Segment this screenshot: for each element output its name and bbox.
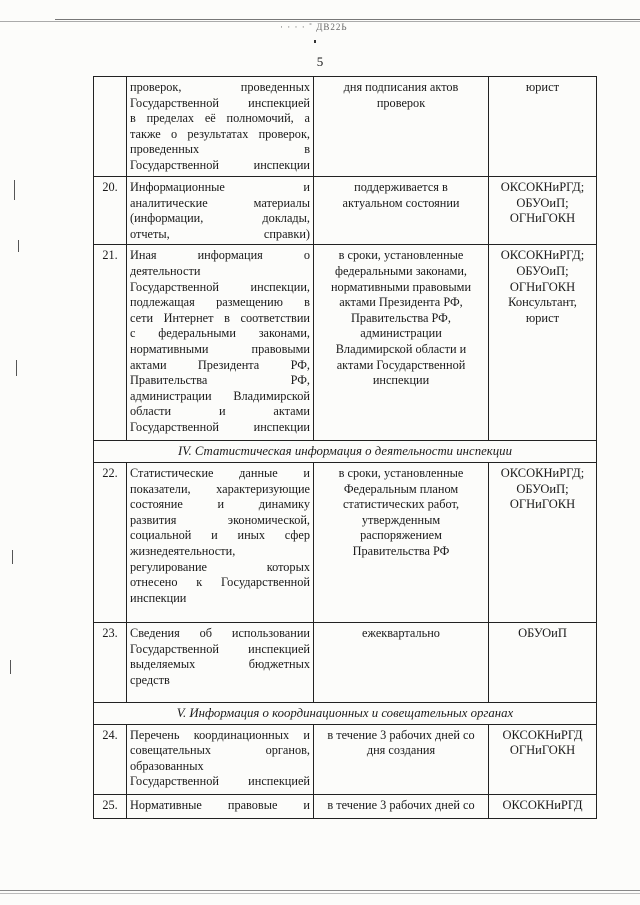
row-deadline	[314, 77, 489, 177]
row-responsible	[489, 177, 597, 245]
margin-mark	[14, 180, 15, 200]
table-row	[94, 794, 597, 818]
row-description	[127, 794, 314, 818]
row-responsible-line: юрист	[525, 310, 560, 325]
row-description-line: Государственной инспекции	[130, 419, 310, 434]
row-description-line: Правительства РФ,	[130, 373, 310, 388]
row-deadline-line: администрации	[360, 326, 442, 341]
row-description	[127, 462, 314, 622]
row-number: 22.	[94, 462, 127, 622]
row-description-line: (информации, доклады,	[130, 211, 310, 226]
row-responsible-line: ОГНиГОКН	[509, 497, 576, 512]
section-title-v: V. Информация о координационных и совещательных органах	[94, 702, 597, 724]
row-number: 25.	[94, 794, 127, 818]
scan-mark	[314, 40, 316, 43]
row-description-line: отчеты, справки)	[130, 226, 310, 241]
row-description-line: аналитические материалы	[130, 195, 310, 210]
row-description-line: Государственной инспекцией	[130, 774, 310, 789]
row-responsible-line: ОКСОКНиРГД;	[500, 248, 585, 263]
row-description-line: социальной и иных сфер	[130, 528, 310, 543]
row-description-line: деятельности	[130, 263, 201, 278]
row-description-line: жизнедеятельности,	[130, 543, 236, 558]
row-deadline-line: Федеральным планом	[343, 481, 459, 496]
row-description	[127, 622, 314, 702]
section-title-iv: IV. Статистическая информация о деятельности инспекции	[94, 441, 597, 463]
row-responsible-line: ОГНиГОКН	[509, 211, 576, 226]
row-responsible	[489, 245, 597, 441]
row-deadline-line: Правительства РФ,	[351, 310, 451, 325]
row-description-line: Информационные и	[130, 180, 310, 194]
row-deadline-line: актами Президента РФ,	[339, 295, 463, 310]
row-deadline-line: нормативными правовыми	[330, 279, 472, 294]
row-responsible-line: ОКСОКНиРГД	[502, 797, 583, 812]
row-responsible-line: ОКСОКНиРГД;	[500, 465, 585, 480]
row-deadline-line: актуальном состоянии	[342, 195, 460, 210]
header-stamp: · · · · ˚ ДВ22Ь	[280, 22, 348, 32]
row-number	[94, 77, 127, 177]
row-description-line: Государственной инспекции	[130, 157, 310, 172]
row-deadline	[314, 462, 489, 622]
row-description	[127, 177, 314, 245]
row-description-line: Государственной инспекцией	[130, 95, 310, 110]
row-deadline-line: утвержденным	[361, 512, 441, 527]
row-responsible-line: ОБУОиП;	[516, 481, 569, 496]
row-deadline-line: ежеквартально	[362, 625, 440, 640]
row-description-line: состояние и динамику	[130, 497, 310, 512]
row-deadline-line: статистических работ,	[342, 497, 460, 512]
row-description-line: в пределах её полномочий, а	[130, 111, 310, 126]
table-row	[94, 77, 597, 177]
row-description-line: образованных	[130, 758, 204, 773]
document-table	[93, 76, 597, 819]
row-responsible-line: ОКСОКНиРГД;	[500, 180, 585, 194]
row-deadline-line: федеральными законами,	[334, 263, 467, 278]
row-responsible-line: ОГНиГОКН	[509, 279, 576, 294]
top-rule	[55, 19, 640, 20]
row-number: 20.	[94, 177, 127, 245]
row-responsible-line: ОБУОиП	[518, 625, 567, 640]
row-deadline	[314, 794, 489, 818]
row-deadline-line: дня создания	[366, 743, 436, 758]
bottom-rule-secondary	[0, 893, 640, 894]
row-description-line: Статистические данные и	[130, 465, 310, 480]
row-description	[127, 245, 314, 441]
row-deadline	[314, 245, 489, 441]
row-deadline-line: в течение 3 рабочих дней со	[327, 797, 475, 812]
row-description	[127, 77, 314, 177]
row-description-line: подлежащая размещению в	[130, 295, 310, 310]
row-description-line: Иная информация о	[130, 248, 310, 263]
row-responsible-line: ОБУОиП;	[516, 195, 569, 210]
table-row	[94, 462, 597, 622]
row-deadline	[314, 177, 489, 245]
row-description-line: инспекции	[130, 590, 187, 605]
row-description-line: проведенных в	[130, 142, 310, 157]
row-description-line: области и актами	[130, 404, 310, 419]
row-responsible-line: ОГНиГОКН	[509, 743, 576, 758]
row-description-line: Сведения об использовании	[130, 625, 310, 640]
row-responsible	[489, 622, 597, 702]
row-number: 21.	[94, 245, 127, 441]
table-row	[94, 724, 597, 794]
row-description-line: сети Интернет в соответствии	[130, 310, 310, 325]
row-description-line: Государственной инспекции,	[130, 279, 310, 294]
row-description-line: развития экономической,	[130, 512, 310, 527]
section-row	[94, 441, 597, 463]
row-description-line: показатели, характеризующие	[130, 481, 310, 496]
table-row	[94, 177, 597, 245]
row-responsible-line: Консультант,	[508, 295, 577, 310]
row-description-line: Перечень координационных и	[130, 727, 310, 742]
section-row	[94, 702, 597, 724]
row-deadline-line: Владимирской области и	[335, 341, 467, 356]
row-description-line: Нормативные правовые и	[130, 797, 310, 812]
row-responsible-line: ОКСОКНиРГД	[502, 727, 583, 742]
row-deadline-line: проверок	[376, 95, 426, 110]
row-description-line: отнесено к Государственной	[130, 575, 310, 590]
page-number: 5	[316, 54, 324, 69]
row-description-line: регулирование которых	[130, 559, 310, 574]
row-deadline-line: в сроки, установленные	[338, 465, 464, 480]
margin-mark	[16, 360, 17, 376]
row-deadline	[314, 724, 489, 794]
row-description-line: актами Президента РФ,	[130, 357, 310, 372]
row-responsible	[489, 462, 597, 622]
row-description-line: средств	[130, 672, 170, 687]
row-responsible	[489, 77, 597, 177]
row-description-line: нормативными правовыми	[130, 341, 310, 356]
row-deadline-line: дня подписания актов	[343, 80, 459, 94]
row-deadline-line: поддерживается в	[354, 180, 448, 194]
margin-mark	[18, 240, 19, 252]
row-deadline-line: распоряжением	[360, 528, 442, 543]
row-responsible	[489, 794, 597, 818]
row-description-line: Государственной инспекцией	[130, 641, 310, 656]
row-description-line: проверок, проведенных	[130, 80, 310, 94]
row-description-line: администрации Владимирской	[130, 388, 310, 403]
row-description-line: выделяемых бюджетных	[130, 657, 310, 672]
row-responsible-line: ОБУОиП;	[516, 263, 569, 278]
margin-mark	[12, 550, 13, 564]
row-number: 24.	[94, 724, 127, 794]
row-number: 23.	[94, 622, 127, 702]
row-description	[127, 724, 314, 794]
margin-mark	[10, 660, 11, 674]
row-description-line: с федеральными законами,	[130, 326, 310, 341]
table-row	[94, 622, 597, 702]
bottom-rule	[0, 890, 640, 891]
row-description-line: также о результатах проверок,	[130, 126, 310, 141]
row-deadline-line: в сроки, установленные	[338, 248, 464, 263]
table-row	[94, 245, 597, 441]
row-deadline-line: Правительства РФ	[352, 543, 450, 558]
row-deadline-line: актами Государственной	[336, 357, 466, 372]
row-deadline-line: инспекции	[372, 373, 430, 388]
row-description-line: совещательных органов,	[130, 743, 310, 758]
row-deadline-line: в течение 3 рабочих дней со	[327, 727, 475, 742]
row-responsible-line: юрист	[525, 80, 560, 94]
row-responsible	[489, 724, 597, 794]
row-deadline	[314, 622, 489, 702]
